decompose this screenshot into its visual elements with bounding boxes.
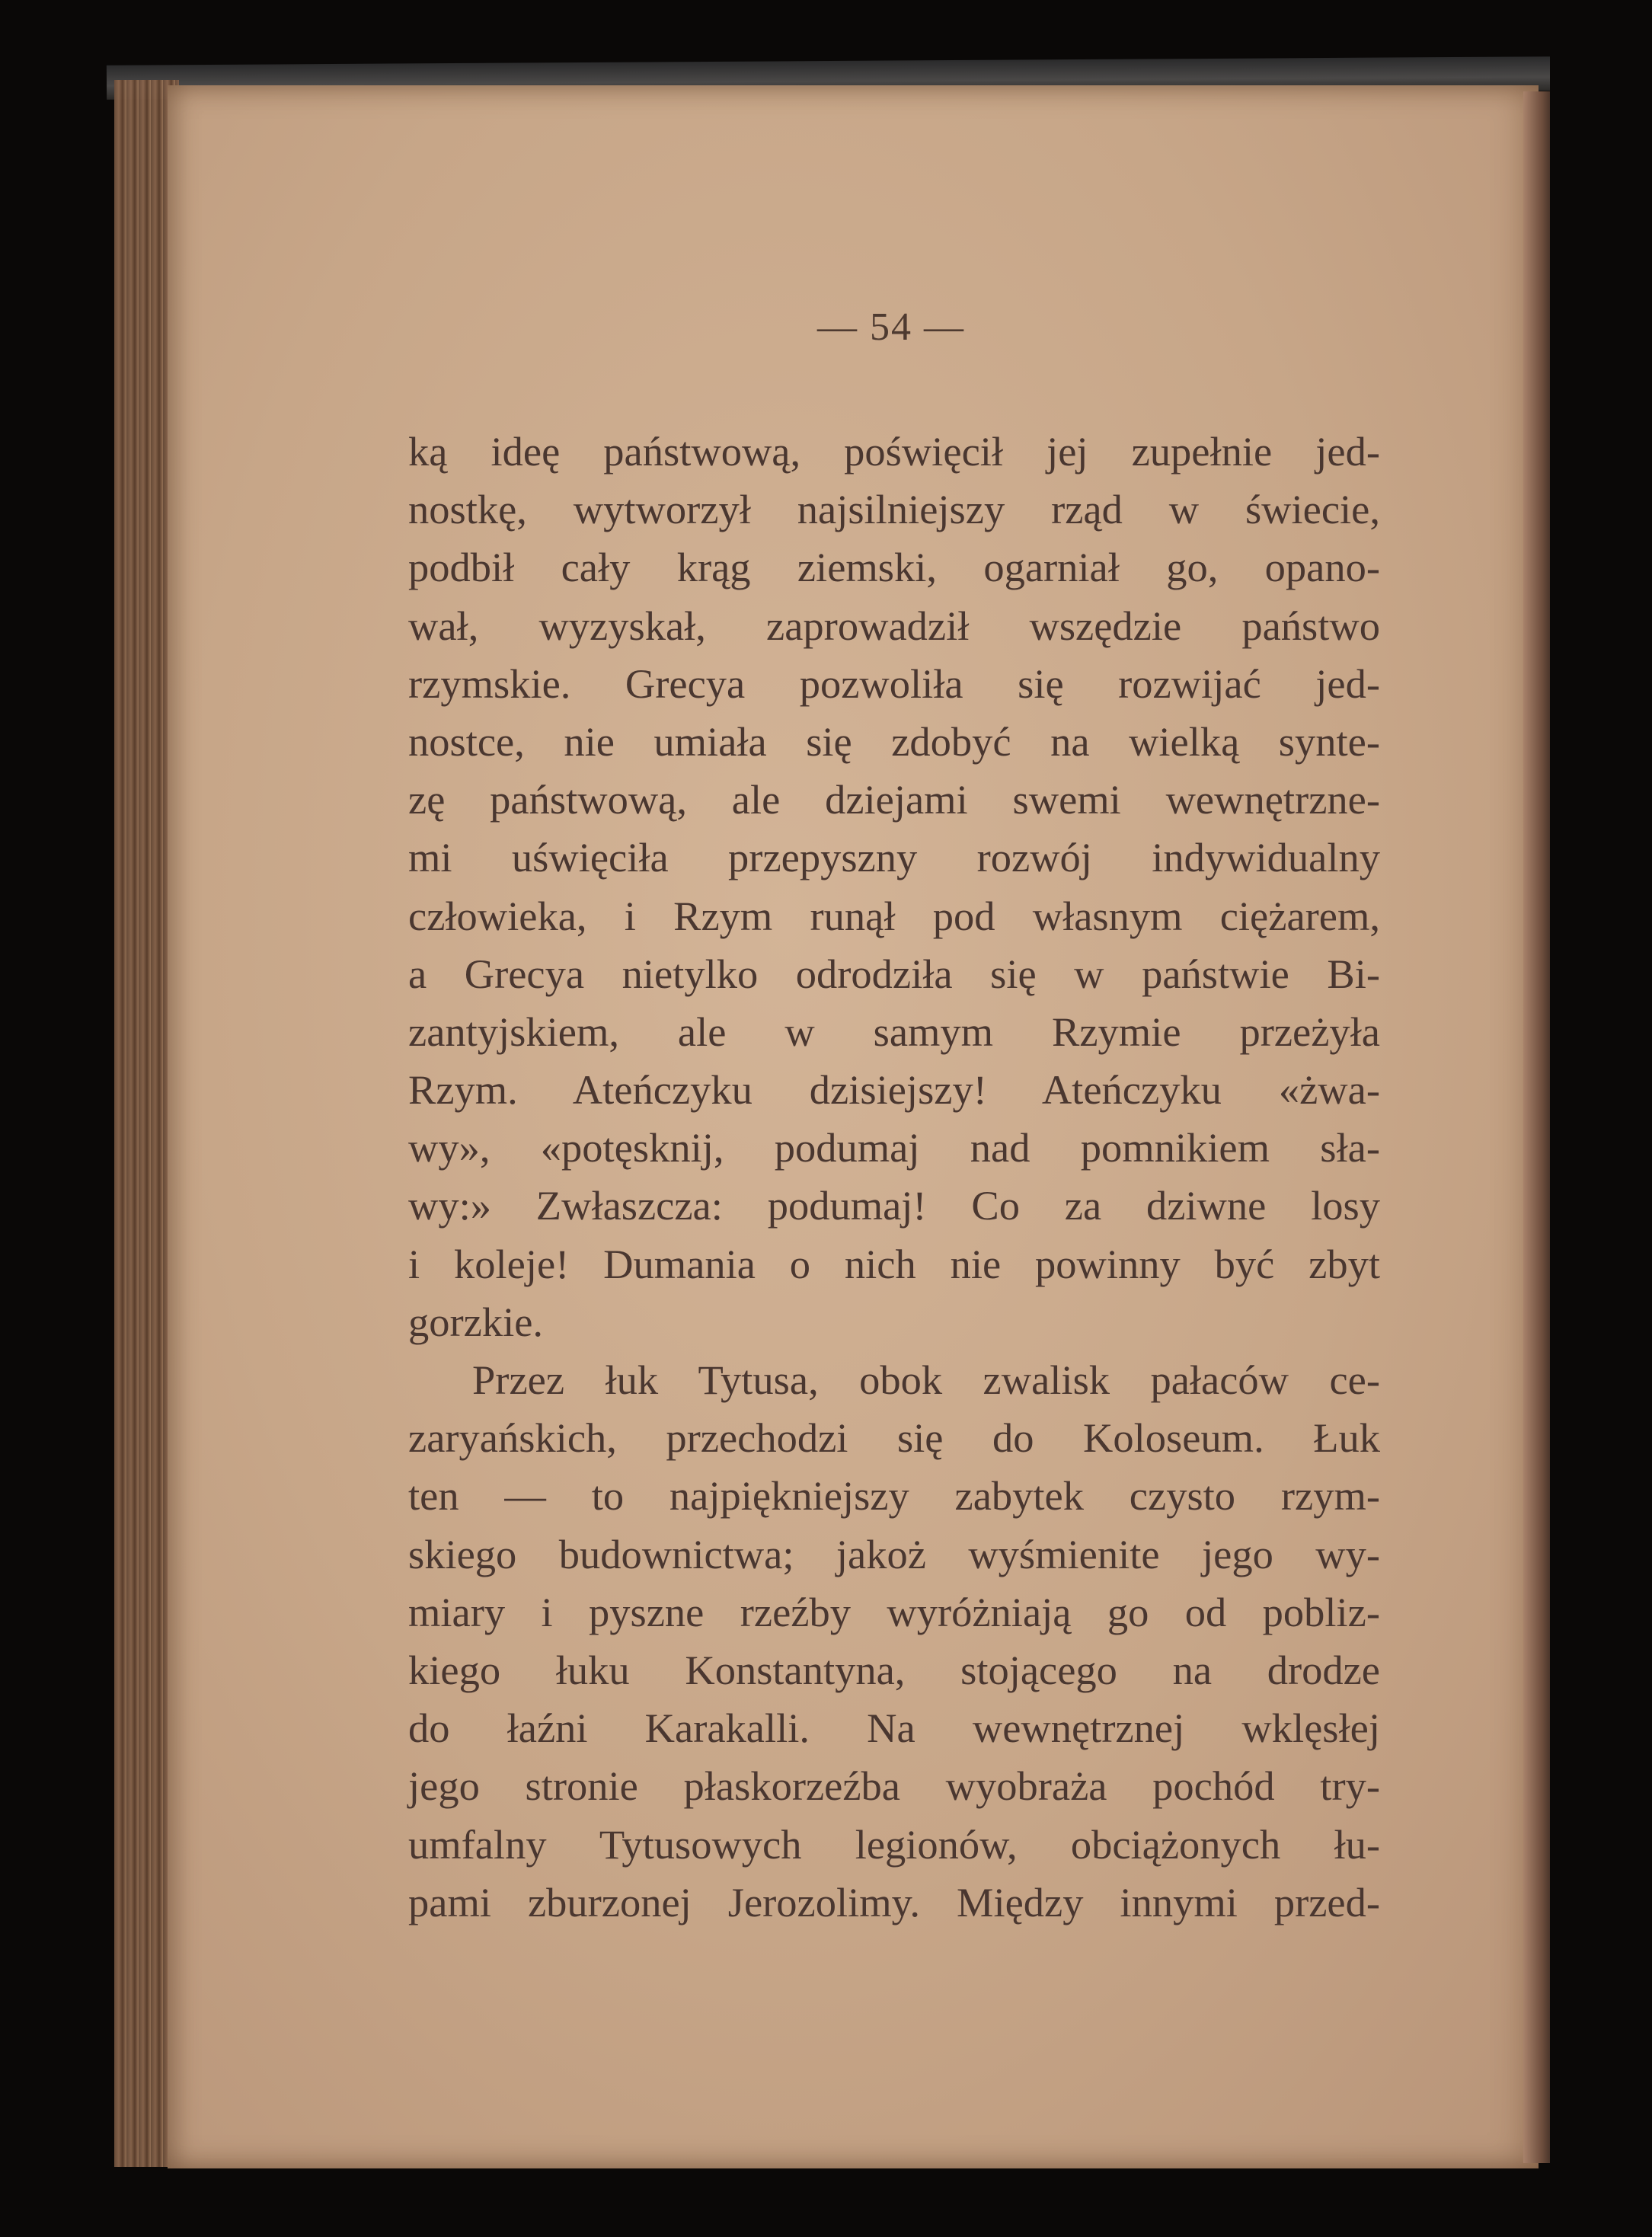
text-line: nostkę, wytworzył najsilniejszy rząd w świecie, bbox=[408, 486, 1380, 533]
text-line: zantyjskiem, ale w samym Rzymie przeżyła bbox=[408, 1008, 1380, 1055]
text-line: wy:» Zwłaszcza: podumaj! Co za dziwne losy bbox=[408, 1182, 1380, 1229]
text-line: gorzkie. bbox=[408, 1298, 544, 1345]
text-line: podbił cały krąg ziemski, ogarniał go, opano- bbox=[408, 544, 1380, 591]
text-line: nostce, nie umiała się zdobyć na wielką synte- bbox=[408, 717, 1380, 765]
text-line: Przez łuk Tytusa, obok zwalisk pałaców ce- bbox=[472, 1357, 1380, 1403]
text-line: skiego budownictwa; jakoż wyśmienite jego wy- bbox=[408, 1530, 1380, 1577]
text-line: człowieka, i Rzym runął pod własnym ciężarem, bbox=[408, 892, 1380, 939]
page-right-edge bbox=[1523, 91, 1554, 2163]
text-line: umfalny Tytusowych legionów, obciążonych łu- bbox=[408, 1820, 1380, 1868]
scan-background bbox=[1550, 0, 1652, 2237]
text-line: zę państwową, ale dziejami swemi wewnętrzne- bbox=[408, 776, 1380, 823]
body-text bbox=[408, 423, 1380, 1932]
text-line: a Grecya nietylko odrodziła się w państwie Bi- bbox=[408, 950, 1380, 997]
page-number-header: — 54 — bbox=[817, 305, 965, 349]
text-line: miary i pyszne rzeźby wyróżniają go od pobliz- bbox=[408, 1588, 1380, 1635]
text-line: jego stronie płaskorzeźba wyobraża pochód try- bbox=[408, 1762, 1380, 1810]
text-line: ten — to najpiękniejszy zabytek czysto rzym- bbox=[408, 1472, 1380, 1520]
text-line: mi uświęciła przepyszny rozwój indywidualny bbox=[408, 834, 1380, 881]
text-line: ką ideę państwową, poświęcił jej zupełnie jed- bbox=[408, 428, 1380, 475]
text-line: zaryańskich, przechodzi się do Koloseum. Łuk bbox=[408, 1414, 1380, 1462]
text-line: rzymskie. Grecya pozwoliła się rozwijać jed- bbox=[408, 660, 1380, 707]
text-line: Rzym. Ateńczyku dzisiejszy! Ateńczyku «żwa- bbox=[408, 1066, 1380, 1114]
text-line: i koleje! Dumania o nich nie powinny być zbyt bbox=[408, 1240, 1380, 1287]
text-line: pami zburzonej Jerozolimy. Między innymi przed- bbox=[408, 1878, 1380, 1925]
text-line: wał, wyzyskał, zaprowadził wszędzie państwo bbox=[408, 602, 1380, 649]
text-line: wy», «potęsknij, podumaj nad pomnikiem sła- bbox=[408, 1124, 1380, 1171]
text-line: do łaźni Karakalli. Na wewnętrznej wklęsłej bbox=[408, 1705, 1380, 1752]
paragraph-2 bbox=[408, 1351, 1380, 1932]
text-line: kiego łuku Konstantyna, stojącego na drodze bbox=[408, 1646, 1380, 1693]
paragraph-1 bbox=[408, 423, 1380, 1351]
